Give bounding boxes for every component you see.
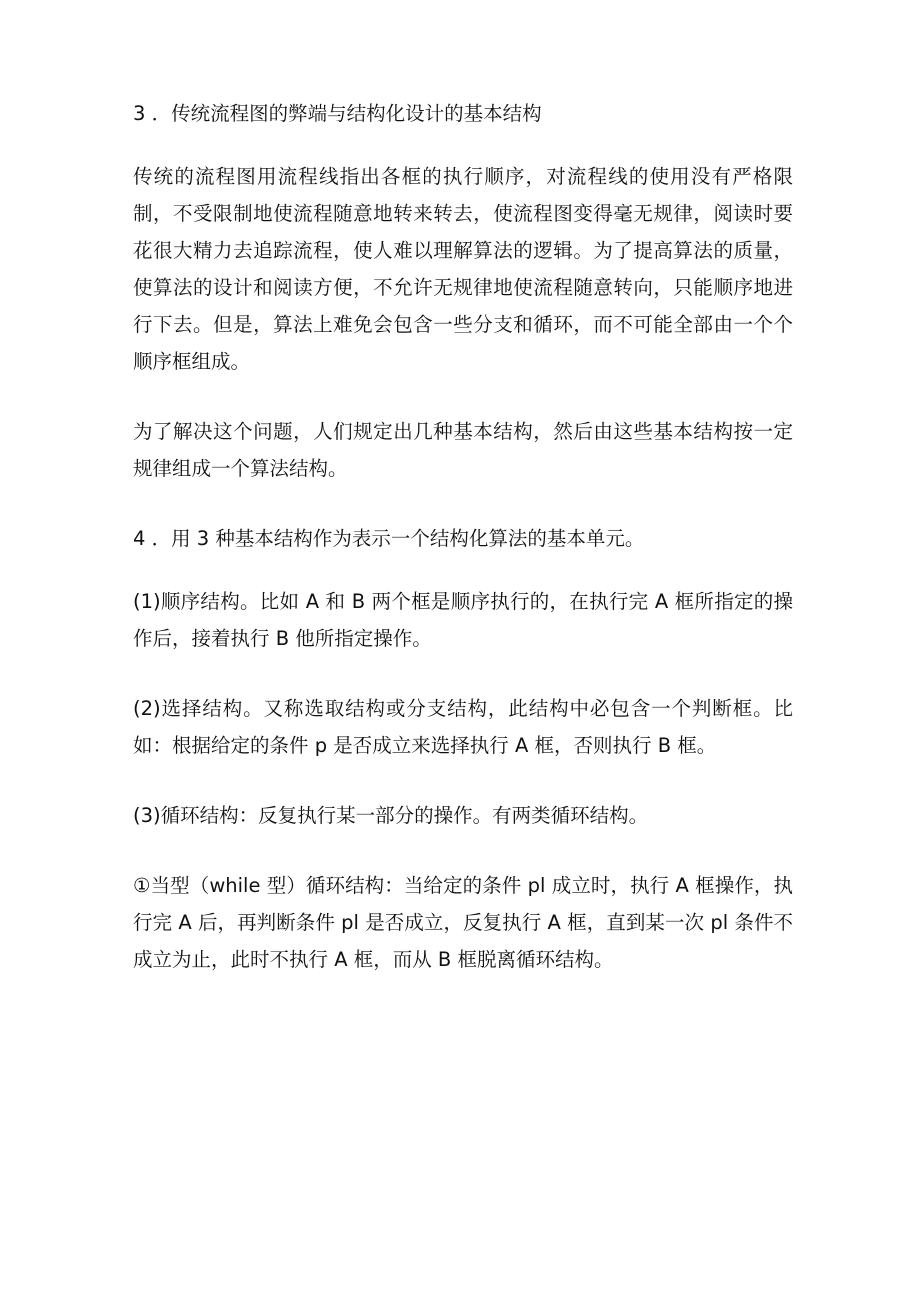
document-body xyxy=(133,95,793,1011)
section-3-heading: 3 ．传统流程图的弊端与结构化设计的基本结构 xyxy=(133,102,542,125)
item-loop-structure: (3)循环结构：反复执行某一部分的操作。有两类循环结构。 xyxy=(133,804,649,827)
item-selection-structure: (2)选择结构。又称选取结构或分支结构，此结构中必包含一个判断框。比如：根据给定的条件 p 是否成立来选择执行 A 框，否则执行 B 框。 xyxy=(133,697,793,757)
paragraph-flowchart-drawbacks: 传统的流程图用流程线指出各框的执行顺序，对流程线的使用没有严格限制，不受限制地使流程随意地转来转去，使流程图变得毫无规律，阅读时要花很大精力去追踪流程，使人难以理解算法的逻辑。为了提高算法的质量，使算法的设计和阅读方便，不允许无规律地使流程随意转向，只能顺序地进行下去。但是，算法上难免会包含一些分支和循环，而不可能全部由一个个顺序框组成。 xyxy=(133,165,793,373)
paragraph-basic-structures: 为了解决这个问题，人们规定出几种基本结构，然后由这些基本结构按一定规律组成一个算法结构。 xyxy=(133,420,793,480)
section-4-heading: 4 ．用 3 种基本结构作为表示一个结构化算法的基本单元。 xyxy=(133,527,645,550)
item-sequence-structure: (1)顺序结构。比如 A 和 B 两个框是顺序执行的，在执行完 A 框所指定的操作后，接着执行 B 他所指定操作。 xyxy=(133,590,793,650)
item-while-loop: ①当型（while 型）循环结构：当给定的条件 pl 成立时，执行 A 框操作，执行完 A 后，再判断条件 pl 是否成立，反复执行 A 框，直到某一次 pl 条件不成立为止，此时不执行 A 框，而从 B 框脱离循环结构。 xyxy=(133,874,793,971)
